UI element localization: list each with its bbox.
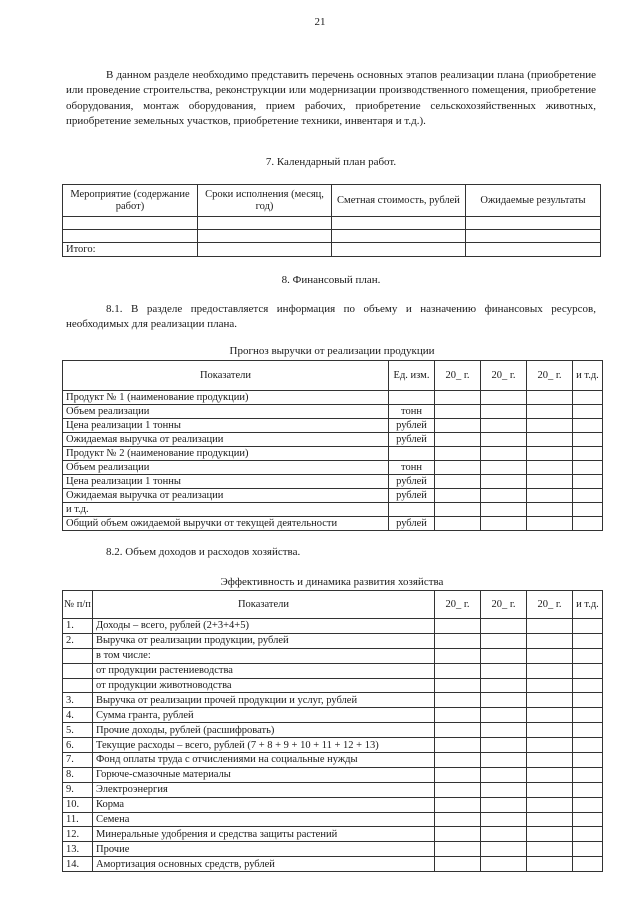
table-row — [63, 723, 603, 738]
table-row — [63, 663, 603, 678]
row-label: Семена — [93, 812, 435, 827]
row-number: 5. — [63, 723, 93, 738]
table-row — [63, 461, 603, 475]
row-label: и т.д. — [63, 503, 389, 517]
col-header-etc: и т.д. — [573, 361, 603, 391]
row-number: 6. — [63, 738, 93, 753]
table-row — [63, 230, 601, 243]
row-label: Горюче-смазочные материалы — [93, 767, 435, 782]
section-8-title: 8. Финансовый план. — [281, 274, 381, 286]
row-label: от продукции растениеводства — [93, 663, 435, 678]
row-number: 11. — [63, 812, 93, 827]
col-header-deadline: Сроки исполнения (месяц, год) — [198, 185, 332, 217]
col-header-year-2: 20_ г. — [481, 591, 527, 619]
revenue-forecast-table — [62, 360, 603, 531]
row-unit: рублей — [389, 475, 435, 489]
efficiency-header-row — [63, 591, 603, 619]
row-label: Продукт № 1 (наименование продукции) — [63, 391, 389, 405]
col-header-year-2: 20_ г. — [481, 361, 527, 391]
table-row — [63, 812, 603, 827]
row-number: 3. — [63, 693, 93, 708]
revenue-table-caption: Прогноз выручки от реализации продукции — [229, 345, 435, 357]
col-header-year-1: 20_ г. — [435, 591, 481, 619]
col-header-cost: Сметная стоимость, рублей — [332, 185, 466, 217]
paragraph-8-1: 8.1. В разделе предоставляется информация по объему и назначению финансовых ресурсов, необходимых для реализации плана. — [66, 303, 596, 331]
row-number: 7. — [63, 753, 93, 768]
table-row — [63, 753, 603, 768]
row-number: 9. — [63, 782, 93, 797]
row-label: в том числе: — [93, 648, 435, 663]
table-row — [63, 489, 603, 503]
table-row — [63, 405, 603, 419]
table-row — [63, 619, 603, 634]
efficiency-table — [62, 590, 603, 872]
row-label: Выручка от реализации прочей продукции и услуг, рублей — [93, 693, 435, 708]
revenue-header-row — [63, 361, 603, 391]
row-number: 4. — [63, 708, 93, 723]
row-label: Минеральные удобрения и средства защиты растений — [93, 827, 435, 842]
row-label: Объем реализации — [63, 405, 389, 419]
table-row — [63, 503, 603, 517]
row-number: 2. — [63, 633, 93, 648]
row-label: Цена реализации 1 тонны — [63, 475, 389, 489]
col-header-activity: Мероприятие (содержание работ) — [63, 185, 198, 217]
table-row — [63, 708, 603, 723]
row-label: Фонд оплаты труда с отчислениями на социальные нужды — [93, 753, 435, 768]
table-row — [63, 767, 603, 782]
row-unit: тонн — [389, 405, 435, 419]
row-unit — [389, 503, 435, 517]
row-unit: рублей — [389, 419, 435, 433]
col-header-unit: Ед. изм. — [389, 361, 435, 391]
row-number: 14. — [63, 857, 93, 872]
table-row — [63, 827, 603, 842]
paragraph-8-2: 8.2. Объем доходов и расходов хозяйства. — [106, 546, 301, 558]
row-label: Амортизация основных средств, рублей — [93, 857, 435, 872]
table-row — [63, 797, 603, 812]
row-label: Текущие расходы – всего, рублей (7 + 8 + 9 + 10 + 11 + 12 + 13) — [93, 738, 435, 753]
intro-paragraph: В данном разделе необходимо представить перечень основных этапов реализации плана (приобретение или проведение строительства, реконструкции или модернизации производственного помещения, приобретение оборудования, монтаж оборудования, прием рабочих, приобретение сельскохозяйственных животных, приобретение земельных участков, приобретение техники, инвентаря и т.д.). — [66, 69, 596, 127]
row-unit — [389, 391, 435, 405]
row-label: от продукции животноводства — [93, 678, 435, 693]
row-number — [63, 678, 93, 693]
table-row — [63, 857, 603, 872]
row-number: 10. — [63, 797, 93, 812]
row-label: Объем реализации — [63, 461, 389, 475]
row-label: Прочие — [93, 842, 435, 857]
row-number: 1. — [63, 619, 93, 634]
row-unit: рублей — [389, 517, 435, 531]
table-row — [63, 633, 603, 648]
total-row — [63, 243, 601, 257]
row-label: Выручка от реализации продукции, рублей — [93, 633, 435, 648]
row-label: Ожидаемая выручка от реализации — [63, 433, 389, 447]
table-row — [63, 648, 603, 663]
row-unit — [389, 447, 435, 461]
table-row — [63, 693, 603, 708]
efficiency-table-caption: Эффективность и динамика развития хозяйства — [220, 576, 444, 588]
table-row — [63, 391, 603, 405]
row-unit: тонн — [389, 461, 435, 475]
table-row — [63, 419, 603, 433]
row-unit: рублей — [389, 433, 435, 447]
calendar-plan-table — [62, 184, 601, 257]
table-row — [63, 517, 603, 531]
row-label: Сумма гранта, рублей — [93, 708, 435, 723]
row-label: Продукт № 2 (наименование продукции) — [63, 447, 389, 461]
total-label: Итого: — [63, 243, 198, 257]
row-number: 12. — [63, 827, 93, 842]
col-header-number: № п/п — [63, 591, 93, 619]
col-header-indicators: Показатели — [63, 361, 389, 391]
row-label: Ожидаемая выручка от реализации — [63, 489, 389, 503]
row-unit: рублей — [389, 489, 435, 503]
col-header-year-1: 20_ г. — [435, 361, 481, 391]
row-label: Корма — [93, 797, 435, 812]
row-number — [63, 663, 93, 678]
col-header-indicators: Показатели — [93, 591, 435, 619]
row-number — [63, 648, 93, 663]
calendar-header-row — [63, 185, 601, 217]
col-header-etc: и т.д. — [573, 591, 603, 619]
row-label: Общий объем ожидаемой выручки от текущей деятельности — [63, 517, 389, 531]
row-label: Доходы – всего, рублей (2+3+4+5) — [93, 619, 435, 634]
row-number: 13. — [63, 842, 93, 857]
table-row — [63, 782, 603, 797]
row-label: Прочие доходы, рублей (расшифровать) — [93, 723, 435, 738]
table-row — [63, 842, 603, 857]
row-number: 8. — [63, 767, 93, 782]
page-number: 21 — [314, 16, 326, 28]
table-row — [63, 447, 603, 461]
row-label: Цена реализации 1 тонны — [63, 419, 389, 433]
col-header-results: Ожидаемые результаты — [466, 185, 601, 217]
col-header-year-3: 20_ г. — [527, 361, 573, 391]
table-row — [63, 475, 603, 489]
col-header-year-3: 20_ г. — [527, 591, 573, 619]
table-row — [63, 433, 603, 447]
table-row — [63, 678, 603, 693]
table-row — [63, 217, 601, 230]
table-row — [63, 738, 603, 753]
row-label: Электроэнергия — [93, 782, 435, 797]
section-7-title: 7. Календарный план работ. — [265, 156, 397, 168]
